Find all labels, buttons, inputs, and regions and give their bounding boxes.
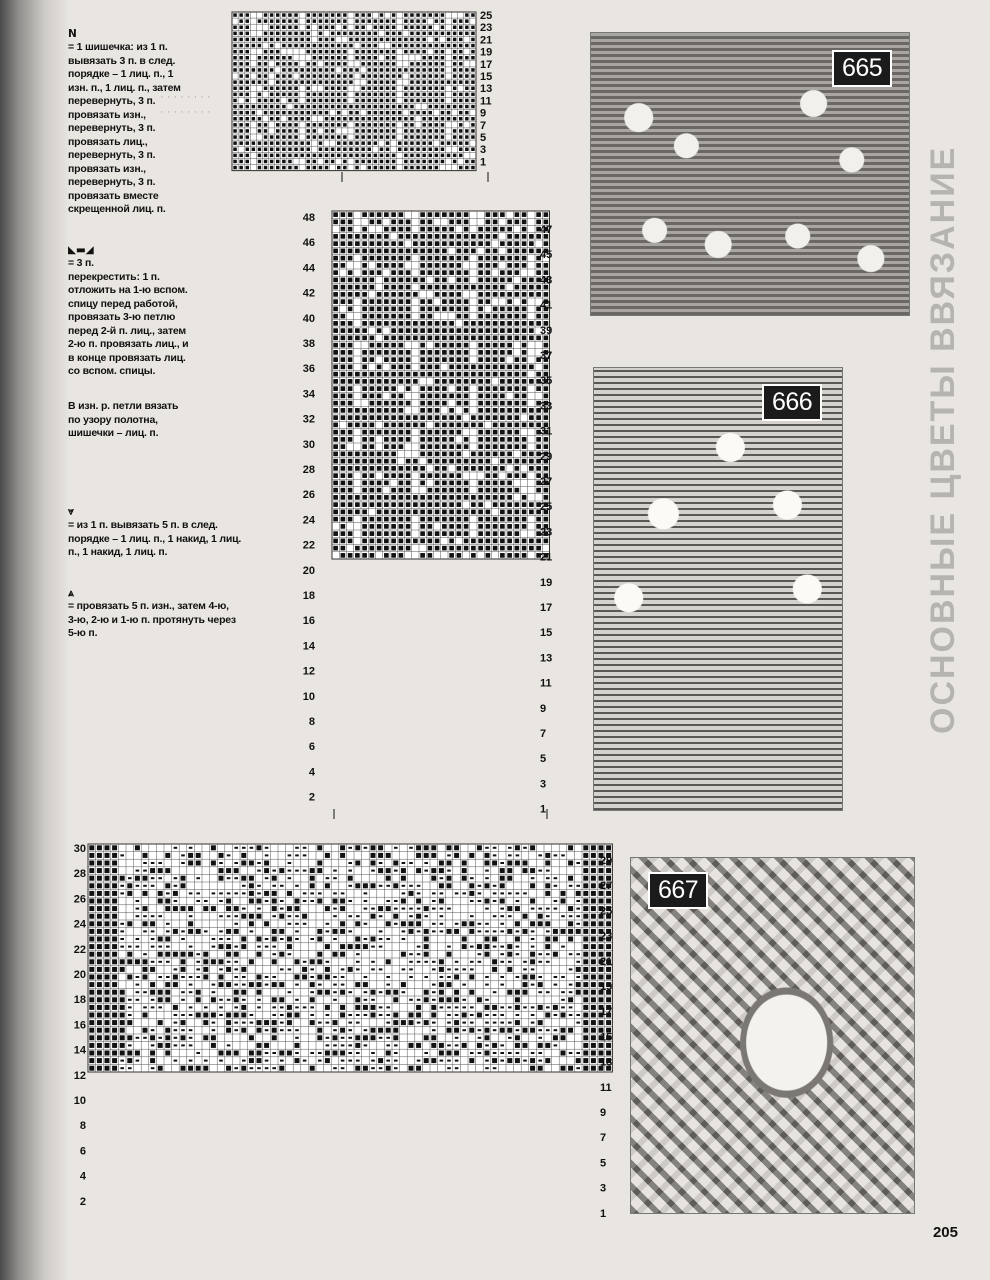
row-number: 29	[540, 450, 553, 463]
row-number: 11	[600, 1081, 612, 1094]
row-number: 24	[73, 918, 86, 931]
decrease-legend-text: = провязать 5 п. изн., затем 4-ю, 3-ю, 2-ю и 1-ю п. протянуть через 5-ю п.	[68, 600, 236, 639]
row-number: 15	[600, 1031, 613, 1044]
legend-bobble-and-cross	[68, 14, 218, 441]
decrease-symbol-icon: ⩓	[68, 586, 74, 599]
increase-symbol-icon: ⩔	[68, 505, 74, 518]
row-number: 8	[308, 716, 315, 728]
bobble-symbol: N	[68, 27, 77, 40]
wrong-side-note: В изн. р. петли вязать по узору полотна, шишечки – лиц. п.	[68, 400, 179, 439]
row-number: 32	[302, 413, 315, 426]
bleed-through-text: · · · · · · · · · · · · · · · ·	[160, 91, 211, 118]
grid-cells	[232, 12, 476, 171]
row-number: 11	[540, 677, 552, 690]
row-number: 4	[79, 1170, 86, 1183]
increase-legend-text: = из 1 п. вывязать 5 п. в след. порядке – 1 лиц. п., 1 накид, 1 лиц. п., 1 накид, 1 лиц. п.	[68, 519, 242, 558]
row-number: 8	[79, 1120, 86, 1133]
row-number: 1	[480, 156, 487, 169]
row-number: 45	[540, 249, 553, 262]
row-number: 3	[480, 144, 487, 157]
row-number: 5	[480, 132, 487, 144]
row-number: 19	[540, 576, 553, 589]
row-number: 6	[308, 741, 315, 754]
sample-number-665: 665	[832, 50, 892, 87]
row-number: 43	[540, 274, 553, 287]
row-number: 11	[480, 95, 492, 108]
row-number: 46	[302, 237, 315, 250]
row-number: 3	[540, 778, 547, 791]
row-number: 24	[302, 514, 315, 527]
row-number: 20	[73, 969, 86, 981]
row-number: 16	[302, 615, 315, 628]
row-number: 6	[79, 1145, 86, 1158]
row-number: 5	[600, 1157, 607, 1170]
row-number: 17	[480, 58, 493, 71]
row-number: 48	[302, 212, 315, 224]
knitting-chart-666	[290, 205, 590, 825]
row-number: 12	[73, 1069, 86, 1082]
row-number: 30	[73, 843, 86, 855]
row-number: 12	[302, 665, 315, 678]
row-number: 25	[540, 501, 553, 514]
row-number: 18	[302, 590, 315, 602]
row-number: 23	[540, 526, 553, 539]
row-number: 36	[302, 363, 315, 376]
bobble-legend-text: = 1 шишечка: из 1 п. вывязать 3 п. в след. порядке – 1 лиц. п., 1 изн. п., 1 лиц. п., затем перевернуть, 3 п. провязать изн., перевернуть, 3 п. провязать лиц., перевернуть, 3 п. провязать изн., перевернуть, 3 п. провязать вместе скрещенной лиц. п.	[68, 41, 181, 215]
row-number: 13	[480, 83, 493, 96]
chart-666-grid	[290, 205, 590, 825]
row-number: 47	[540, 224, 553, 236]
row-number: 9	[480, 107, 487, 120]
row-number: 19	[600, 981, 613, 993]
row-number: 7	[540, 728, 547, 740]
row-number: 9	[600, 1107, 607, 1119]
sample-photo-667	[630, 857, 915, 1214]
row-number: 28	[73, 868, 86, 881]
row-number: 1	[540, 803, 547, 816]
row-number: 31	[540, 425, 553, 438]
row-number: 7	[600, 1132, 607, 1145]
row-number: 22	[73, 943, 86, 956]
row-number: 42	[302, 287, 315, 300]
row-number: 7	[480, 119, 487, 132]
row-number: 41	[540, 299, 553, 312]
row-number: 30	[302, 438, 315, 451]
row-number: 1	[600, 1207, 607, 1220]
page-number: 205	[932, 1224, 958, 1241]
row-number: 35	[540, 375, 553, 388]
row-number: 13	[540, 652, 553, 665]
row-number: 40	[302, 312, 315, 325]
row-number: 10	[302, 690, 315, 703]
row-number: 2	[79, 1195, 86, 1208]
chart-667-grid	[60, 840, 620, 1225]
row-number: 34	[302, 388, 315, 401]
row-number: 18	[73, 994, 86, 1007]
knitting-chart-665	[230, 10, 580, 190]
row-number: 25	[480, 10, 493, 22]
row-number: 26	[73, 893, 86, 906]
row-number: 27	[540, 476, 553, 488]
row-number: 39	[540, 324, 553, 337]
row-number: 33	[540, 400, 553, 413]
row-number: 25	[600, 905, 613, 918]
row-number: 21	[480, 34, 493, 47]
row-number: 4	[308, 766, 315, 779]
row-number: 17	[540, 602, 553, 614]
row-number: 29	[600, 855, 613, 867]
row-number: 9	[540, 702, 547, 715]
row-number: 26	[302, 489, 315, 502]
row-number: 10	[73, 1095, 86, 1107]
row-number: 23	[600, 930, 613, 943]
row-number: 27	[600, 880, 613, 893]
row-number: 44	[302, 262, 315, 275]
row-number: 19	[480, 46, 493, 59]
row-number: 13	[600, 1056, 613, 1069]
row-number: 38	[302, 338, 315, 350]
row-number: 21	[540, 551, 553, 564]
chart-665-grid	[230, 10, 580, 190]
row-number: 15	[540, 627, 553, 640]
row-number: 20	[302, 564, 315, 577]
legend-increase-decrease	[68, 492, 288, 641]
row-number: 14	[73, 1044, 86, 1057]
cross-symbol: ◣▬◢	[68, 243, 94, 256]
sample-number-666: 666	[762, 384, 822, 421]
knitting-chart-667	[60, 840, 620, 1225]
row-number: 5	[540, 753, 547, 766]
row-number: 14	[302, 640, 315, 653]
row-number: 22	[302, 539, 315, 552]
side-section-title: ОСНОВНЫЕ ЦВЕТЫ ВВЯЗАНИЕ	[924, 145, 962, 735]
row-number: 37	[540, 350, 553, 362]
cross-legend-text: = 3 п. перекрестить: 1 п. отложить на 1-ю вспом. спицу перед работой, провязать 3-ю петлю перед 2-й п. лиц., затем 2-ю п. провязать лиц., и в конце провязать лиц. со вспом. спицы.	[68, 257, 189, 377]
row-number: 16	[73, 1019, 86, 1032]
grid-cells	[88, 844, 612, 1072]
row-number: 15	[480, 71, 493, 83]
row-number: 28	[302, 464, 315, 476]
row-number: 2	[308, 791, 315, 804]
row-number: 17	[600, 1006, 613, 1019]
row-number: 3	[600, 1182, 607, 1195]
sample-number-667: 667	[648, 872, 708, 909]
row-number: 23	[480, 22, 493, 35]
row-number: 21	[600, 955, 613, 968]
sample-photo-666	[593, 367, 843, 811]
